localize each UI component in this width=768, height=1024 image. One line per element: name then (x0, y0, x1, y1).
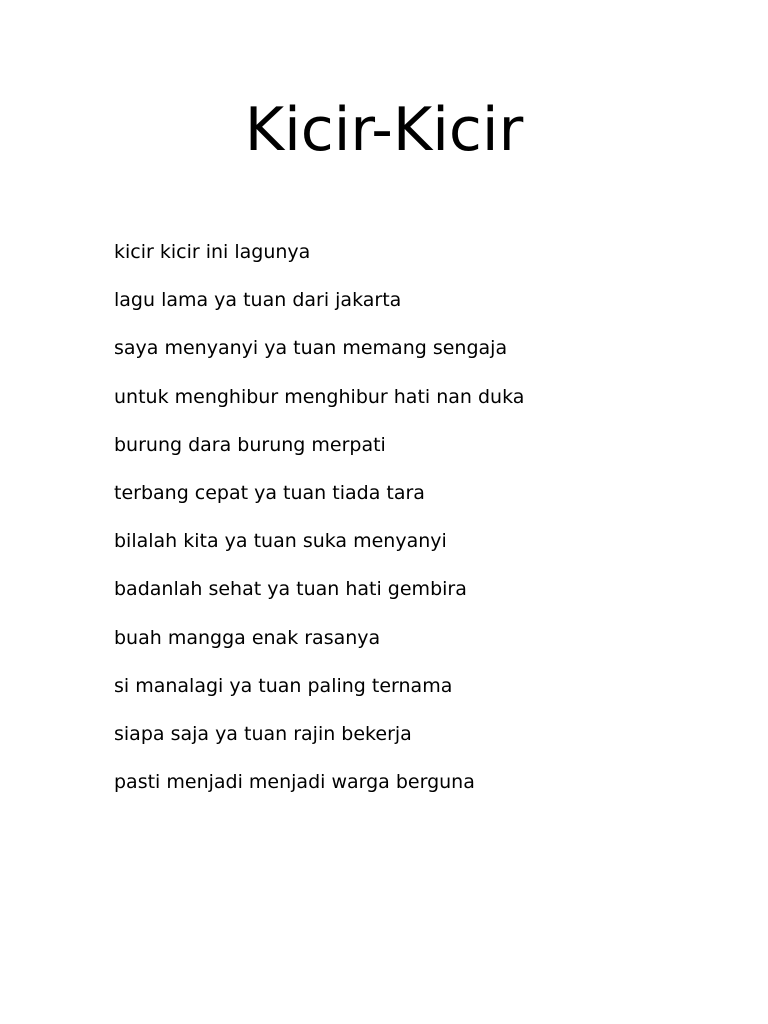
lyric-line: siapa saja ya tuan rajin bekerja (114, 722, 412, 745)
document-title: Kicir-Kicir (244, 95, 524, 165)
lyric-line: burung dara burung merpati (114, 433, 386, 456)
lyric-line: pasti menjadi menjadi warga berguna (114, 771, 475, 794)
lyric-line: terbang cepat ya tuan tiada tara (114, 481, 425, 504)
lyric-line: badanlah sehat ya tuan hati gembira (114, 578, 467, 601)
lyric-line: buah mangga enak rasanya (114, 626, 381, 649)
lyric-line: saya menyanyi ya tuan memang sengaja (114, 337, 508, 360)
lyrics-list (114, 238, 524, 816)
lyric-line: untuk menghibur menghibur hati nan duka (114, 385, 525, 408)
lyric-line: si manalagi ya tuan paling ternama (114, 674, 453, 697)
lyric-line: lagu lama ya tuan dari jakarta (114, 289, 402, 312)
lyric-line: bilalah kita ya tuan suka menyanyi (114, 530, 447, 553)
lyric-line: kicir kicir ini lagunya (114, 241, 311, 263)
